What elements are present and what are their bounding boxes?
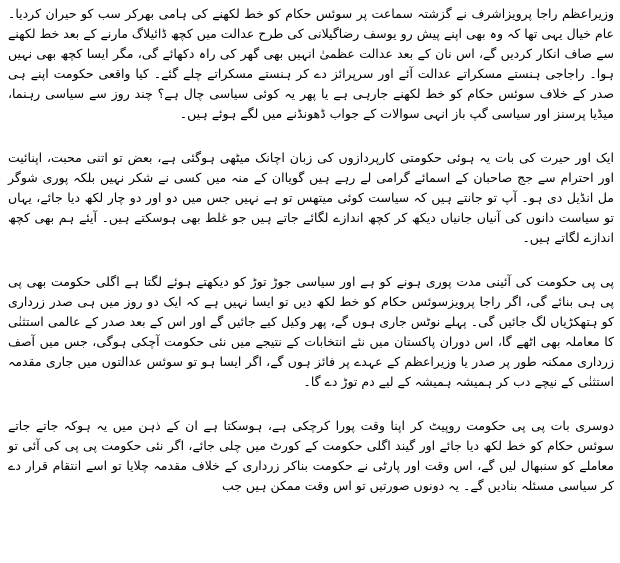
article-paragraph-4: دوسری بات پی پی حکومت روپیٹ کر اپنا وقت پورا کرچکی ہے، ہوسکتا ہے ان کے ذہن میں یہ ہوکہ جاتے جاتے سوئس حکام کو خط لکھ دیا جائے اور گیند اگلی حکومت کے کورٹ میں چلی جائے، اگر نئی حکومت پی پی کی آئی تو معاملے کو سنبھال لیں گے، اس وقت اور پارٹی نے حکومت بناکر زرداری کے خلاف مقدمہ چلایا تو اسے انتقام قرار دے کر سیاسی مسئلہ بنادیں گے۔ یہ دونوں صورتیں تو اس وقت ممکن ہیں جب	[8, 418, 614, 493]
article-paragraph-1: وزیراعظم راجا پرویزاشرف نے گزشتہ سماعت پر سوئس حکام کو خط لکھنے کی ہامی بھرکر سب کو حیران کردیا۔ عام خیال یہی تھا کہ وہ بھی اپنے پیش رو یوسف رضاگیلانی کی طرح عدالت میں کچھ ڈائیلاگ مارنے کے بعد خط لکھنے سے صاف انکار کردیں گے، اس نان کے بعد عدالت عظمیٰ انہیں بھی گھر کی راہ دکھائے گی، مگر ایسا کچھ بھی نہیں ہوا۔ راجاجی ہنستے مسکراتے عدالت آئے اور سرپرائز دے کر ہنستے مسکراتے چلے گئے۔ کیا واقعی حکومت اپنے ہی صدر کے خلاف سوئس حکام کو خط لکھنے جارہی ہے یا پھر یہ کوئی سیاسی چال ہے؟ چند روز سے سیاسی رہنما، میڈیا پرسنز اور سیاسی گپ باز انہی سوالات کے جواب ڈھونڈنے میں لگے ہوئے ہیں۔	[8, 6, 614, 121]
article-paragraph-3: پی پی حکومت کی آئینی مدت پوری ہونے کو ہے اور سیاسی جوڑ توڑ کو دیکھتے ہوئے لگتا ہے اگلی حکومت بھی پی پی ہی بنائے گی، اگر راجا پرویزسوئس حکام کو خط لکھ دیں تو ایسا نہیں ہے کہ ایک دو روز میں ہی صدر زرداری کو ہتھکڑیاں لگ جائیں گی۔ پہلے نوٹس جاری ہوں گے، پھر وکیل کیے جائیں گے اور اس کے بعد صدر کے عالمی استثنٰی کا معاملہ بھی اٹھے گا، اس دوران پاکستان میں نئے انتخابات کے نتیجے میں نئی حکومت آچکی ہوگی، جس میں آصف زرداری ممکنہ طور پر صدر یا وزیراعظم کے عہدے پر فائز ہوں گے، اگر ایسا ہو تو سوئس عدالتوں میں جاری مقدمہ استثنٰی کے نیچے دب کر ہمیشہ ہمیشہ کے لیے دم توڑ دے گا۔	[8, 274, 614, 389]
article-paragraph-2: ایک اور حیرت کی بات یہ ہوئی حکومتی کارپردازوں کی زبان اچانک میٹھی ہوگئی ہے، بعض تو اتنی محبت، اپنائیت اور احترام سے جج صاحبان کے اسمائے گرامی لے رہے ہیں گویاان کے منہ میں کسی نے شکر نہیں بلکہ پوری شوگر مل انڈیل دی ہو۔ آپ تو جانتے ہیں کہ سیاست کوئی میتھس تو ہے نہیں جس میں دو اور دو چار لکھ دیا جائے، یہاں تو سیاست دانوں کی آنیاں جانیاں دیکھ کر کچھ اندازے لگائے جاتے ہیں جو غلط بھی ہوسکتے ہیں۔ آیئے ہم بھی کچھ اندازے لگاتے ہیں۔	[8, 150, 614, 245]
